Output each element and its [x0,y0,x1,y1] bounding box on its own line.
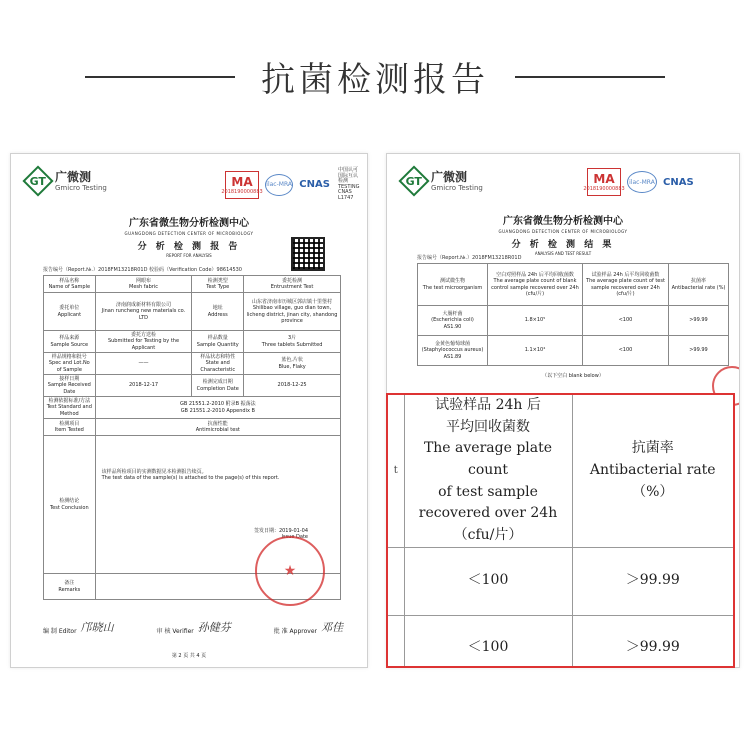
cell: 样品规格和批号 Spec and Lot.No of Sample [44,353,96,375]
cell: 检测依据标准/方法 Test Standard and Method [44,397,96,419]
table-row [388,395,733,547]
gt-logo-icon: GT [398,165,429,196]
gt-logo-icon: GT [22,165,53,196]
ilac-mra-icon: ilac-MRA [265,174,293,196]
qr-code-icon [291,237,325,271]
zoomed-results-table [388,395,733,668]
table-header: 试验样品 24h 后平均回收菌数 The average plate count of test sample recovered over 24h (cfu/片) [582,264,668,306]
report-number: 报告编号（Report.№.）2018FM13218R01D 校验码（Verification Code）98614530 [43,267,242,273]
ma-cert-icon: MA 2018190000883 [225,171,259,199]
brand-name-cn: 广微测 [431,169,468,184]
cell: 样品来源 Sample Source [44,331,96,353]
certification-marks [583,168,694,196]
cell: 网眼布 Mesh fabric [95,276,192,293]
zoomed-results-callout [386,393,735,668]
cell: 山东省济南市历城区郭店镇十里堡村 Shilibao village, guo dian town, licheng district, jinan city, shandong province [244,293,341,331]
verifier-signature: 孙健芬 [197,621,231,634]
header-rule-right [515,76,665,78]
brand-logo [27,170,107,192]
report-heading: 广东省微生物分析检测中心 GUANGDONG DETECTION CENTER OF MICROBIOLOGY 分 析 检 测 结 果 ANALYSIS AND TEST RESULT [498,216,628,256]
certification-marks [221,167,367,201]
zoom-row1-rate: ＞99.99 [572,547,733,615]
cell: >99.99 [669,306,729,336]
editor-signature: 邝晓山 [80,621,114,634]
cell: 2018-12-25 [244,375,341,397]
cell: <100 [582,306,668,336]
report-number: 报告编号（Report.№.）2018FM13218R01D [417,255,522,261]
table-row [388,615,733,668]
cell: t [388,395,404,547]
cell: 3片 Three tablets Submitted [244,331,341,353]
cell: 地址 Address [192,293,244,331]
cell: 检测项目 Item Tested [44,419,96,436]
table-header: 抗菌率 Antibacterial rate (%) [669,264,729,306]
cell: 样品数量 Sample Quantity [192,331,244,353]
cell: 样品名称 Name of Sample [44,276,96,293]
zoom-header-rate: 抗菌率 Antibacterial rate （%） [572,395,733,547]
ma-cert-icon: MA 2018190000883 [587,168,621,196]
cell: 蓝色,片状 Blue, Flaky [244,353,341,375]
cell [388,547,404,615]
cell: 检测结论 Test Conclusion [44,436,96,574]
zoom-header-test: 试验样品 24h 后 平均回收菌数 The average plate count of test sample recovered over 24h （cfu/片） [404,395,572,547]
cell: <100 [582,336,668,366]
page-number: 第 2 页 共 4 页 [171,653,207,659]
cell: 备注 Remarks [44,574,96,600]
official-seal-icon: ★ [255,536,325,606]
ilac-mra-icon: ilac-MRA [627,171,657,193]
brand-name-cn: 广微测 [55,169,92,184]
cell: 1.1×10⁴ [488,336,583,366]
signature-row: 编 制 Editor 邝晓山 审 核 Verifier 孙健芬 批 准 Approver 邓佳 [43,621,343,635]
table-row [418,306,729,336]
cell: 抗菌性能 Antimicrobial test [95,419,340,436]
table-row [388,547,733,615]
zoom-row1-test: ＜100 [404,547,572,615]
cnas-icon: CNAS [663,176,694,188]
cell: 委托检测 Entrustment Test [244,276,341,293]
brand-logo [403,170,483,192]
brand-name-en: Gmicro Testing [431,183,483,192]
table-header: 空白对照样品 24h 后平均回收菌数 The average plate count of blank control sample recovered over 24h (cfu/片) [488,264,583,306]
zoom-row2-test: ＜100 [404,615,572,668]
report-heading: 广东省微生物分析检测中心 GUANGDONG DETECTION CENTER OF MICROBIOLOGY 分 析 检 测 报 告 REPORT FOR ANALYSIS [124,218,254,258]
brand-name-en: Gmicro Testing [55,183,107,192]
zoom-row2-rate: ＞99.99 [625,639,680,656]
cell: 检测完成日期 Completion Date [192,375,244,397]
results-table [417,263,729,366]
table-header: 测试微生物 The test microorganism [418,264,488,306]
cell: —— [95,353,192,375]
cell: 1.8×10⁵ [488,306,583,336]
page-title: 抗菌检测报告 [261,60,489,100]
blank-below-note: （以下空白 blank below） [542,373,604,379]
cell: 委托单位 Applicant [44,293,96,331]
cell: 委托方送检 Submitted for Testing by the Applicant [95,331,192,353]
cell: GB 21551.2-2010 附录B 振荡法 GB 21551.2-2010 Appendix B [95,397,340,419]
cell: 检测类型 Test Type [192,276,244,293]
cell: 2018-12-17 [95,375,192,397]
approver-signature: 邓佳 [321,621,343,634]
report-cover-page [10,153,368,668]
cell: 接样日期 Sample Received Date [44,375,96,397]
page-header [0,52,750,102]
cnas-icon: CNAS [299,179,330,190]
cell: 大肠杆菌 (Escherichia coli) AS1.90 [418,306,488,336]
cell: 金黄色葡萄球菌 (Staphylococcus aureus) AS1.89 [418,336,488,366]
table-row [418,336,729,366]
cell: 样品状态和特性 State and Characteristic [192,353,244,375]
cnas-caption: 中国认可 国际互认 检测 TESTING CNAS L1747 [337,167,360,201]
conclusion-cell: 该样品所检项目的实测数据见本检测报告续页。 The test data of the sample(s) is attached to the page(s) of this report. 签发日期：2019-01-04 Issue Date [95,436,340,574]
cell: 济南润成新材料有限公司 Jinan runcheng new materials co. LTD [95,293,192,331]
cell [388,615,404,668]
cell: >99.99 [669,336,729,366]
